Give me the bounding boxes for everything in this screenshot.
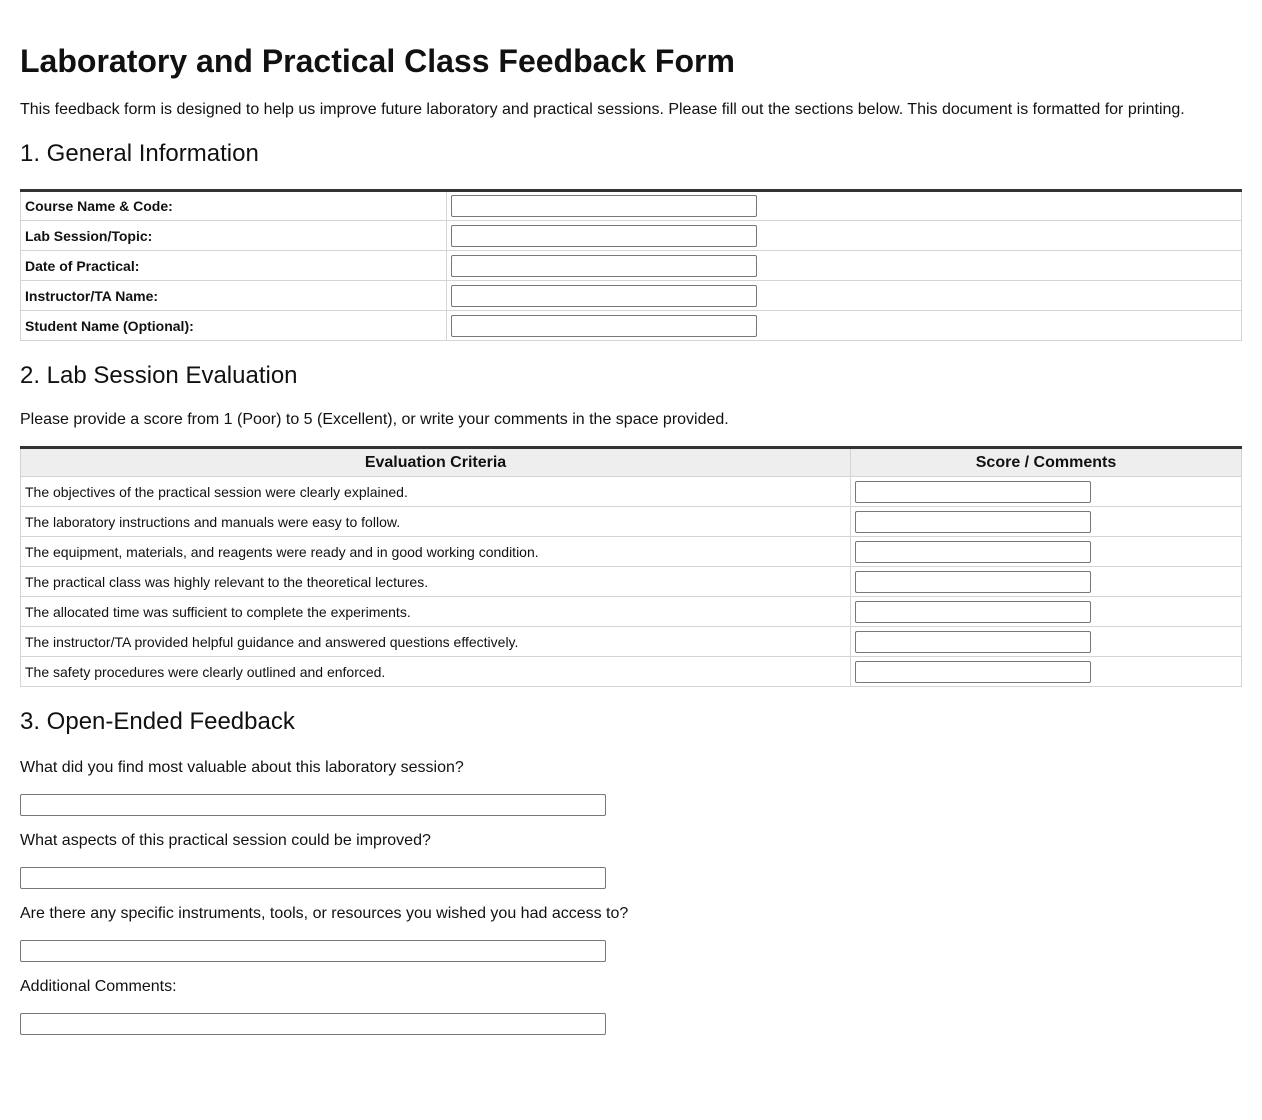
resources-question: Are there any specific instruments, tools, or resources you wished you had access to? <box>20 905 629 922</box>
table-row <box>21 567 1242 597</box>
criterion-text: The equipment, materials, and reagents were ready and in good working condition. <box>21 537 851 567</box>
student-name-field[interactable] <box>451 315 757 337</box>
evaluation-table <box>20 446 1242 687</box>
open-ended-feedback-heading: 3. Open-Ended Feedback <box>20 708 295 735</box>
most-valuable-question: What did you find most valuable about this laboratory session? <box>20 759 464 776</box>
lab-session-evaluation-heading: 2. Lab Session Evaluation <box>20 362 298 389</box>
most-valuable-field[interactable] <box>20 794 606 816</box>
score-field[interactable] <box>855 571 1091 593</box>
criterion-text: The safety procedures were clearly outlined and enforced. <box>21 657 851 687</box>
general-information-table <box>20 189 1242 341</box>
table-row <box>21 311 1242 341</box>
improvements-field[interactable] <box>20 867 606 889</box>
score-field[interactable] <box>855 541 1091 563</box>
date-of-practical-label: Date of Practical: <box>21 251 447 281</box>
evaluation-instructions: Please provide a score from 1 (Poor) to 5 (Excellent), or write your comments in the space provided. <box>20 411 729 428</box>
date-of-practical-field[interactable] <box>451 255 757 277</box>
additional-comments-field[interactable] <box>20 1013 606 1035</box>
score-field[interactable] <box>855 481 1091 503</box>
criterion-text: The instructor/TA provided helpful guidance and answered questions effectively. <box>21 627 851 657</box>
table-row <box>21 507 1242 537</box>
criterion-text: The allocated time was sufficient to complete the experiments. <box>21 597 851 627</box>
course-name-field[interactable] <box>451 195 757 217</box>
table-row <box>21 627 1242 657</box>
page-title: Laboratory and Practical Class Feedback Form <box>20 43 735 79</box>
criterion-text: The objectives of the practical session were clearly explained. <box>21 477 851 507</box>
resources-field[interactable] <box>20 940 606 962</box>
lab-session-field[interactable] <box>451 225 757 247</box>
table-header-row <box>21 448 1242 477</box>
table-row <box>21 537 1242 567</box>
student-name-label: Student Name (Optional): <box>21 311 447 341</box>
score-field[interactable] <box>855 601 1091 623</box>
table-row <box>21 597 1242 627</box>
table-row <box>21 281 1242 311</box>
criterion-text: The practical class was highly relevant to the theoretical lectures. <box>21 567 851 597</box>
table-row <box>21 657 1242 687</box>
score-field[interactable] <box>855 661 1091 683</box>
score-comments-header: Score / Comments <box>851 448 1242 477</box>
instructor-name-field[interactable] <box>451 285 757 307</box>
score-field[interactable] <box>855 511 1091 533</box>
additional-comments-question: Additional Comments: <box>20 978 177 995</box>
lab-session-label: Lab Session/Topic: <box>21 221 447 251</box>
intro-text: This feedback form is designed to help us improve future laboratory and practical sessions. Please fill out the sections below. This document is formatted for printing. <box>20 101 1185 118</box>
criterion-text: The laboratory instructions and manuals were easy to follow. <box>21 507 851 537</box>
table-row <box>21 221 1242 251</box>
evaluation-criteria-header: Evaluation Criteria <box>21 448 851 477</box>
table-row <box>21 191 1242 221</box>
general-information-heading: 1. General Information <box>20 140 259 167</box>
improvements-question: What aspects of this practical session could be improved? <box>20 832 431 849</box>
instructor-name-label: Instructor/TA Name: <box>21 281 447 311</box>
score-field[interactable] <box>855 631 1091 653</box>
table-row <box>21 251 1242 281</box>
course-name-label: Course Name & Code: <box>21 191 447 221</box>
table-row <box>21 477 1242 507</box>
